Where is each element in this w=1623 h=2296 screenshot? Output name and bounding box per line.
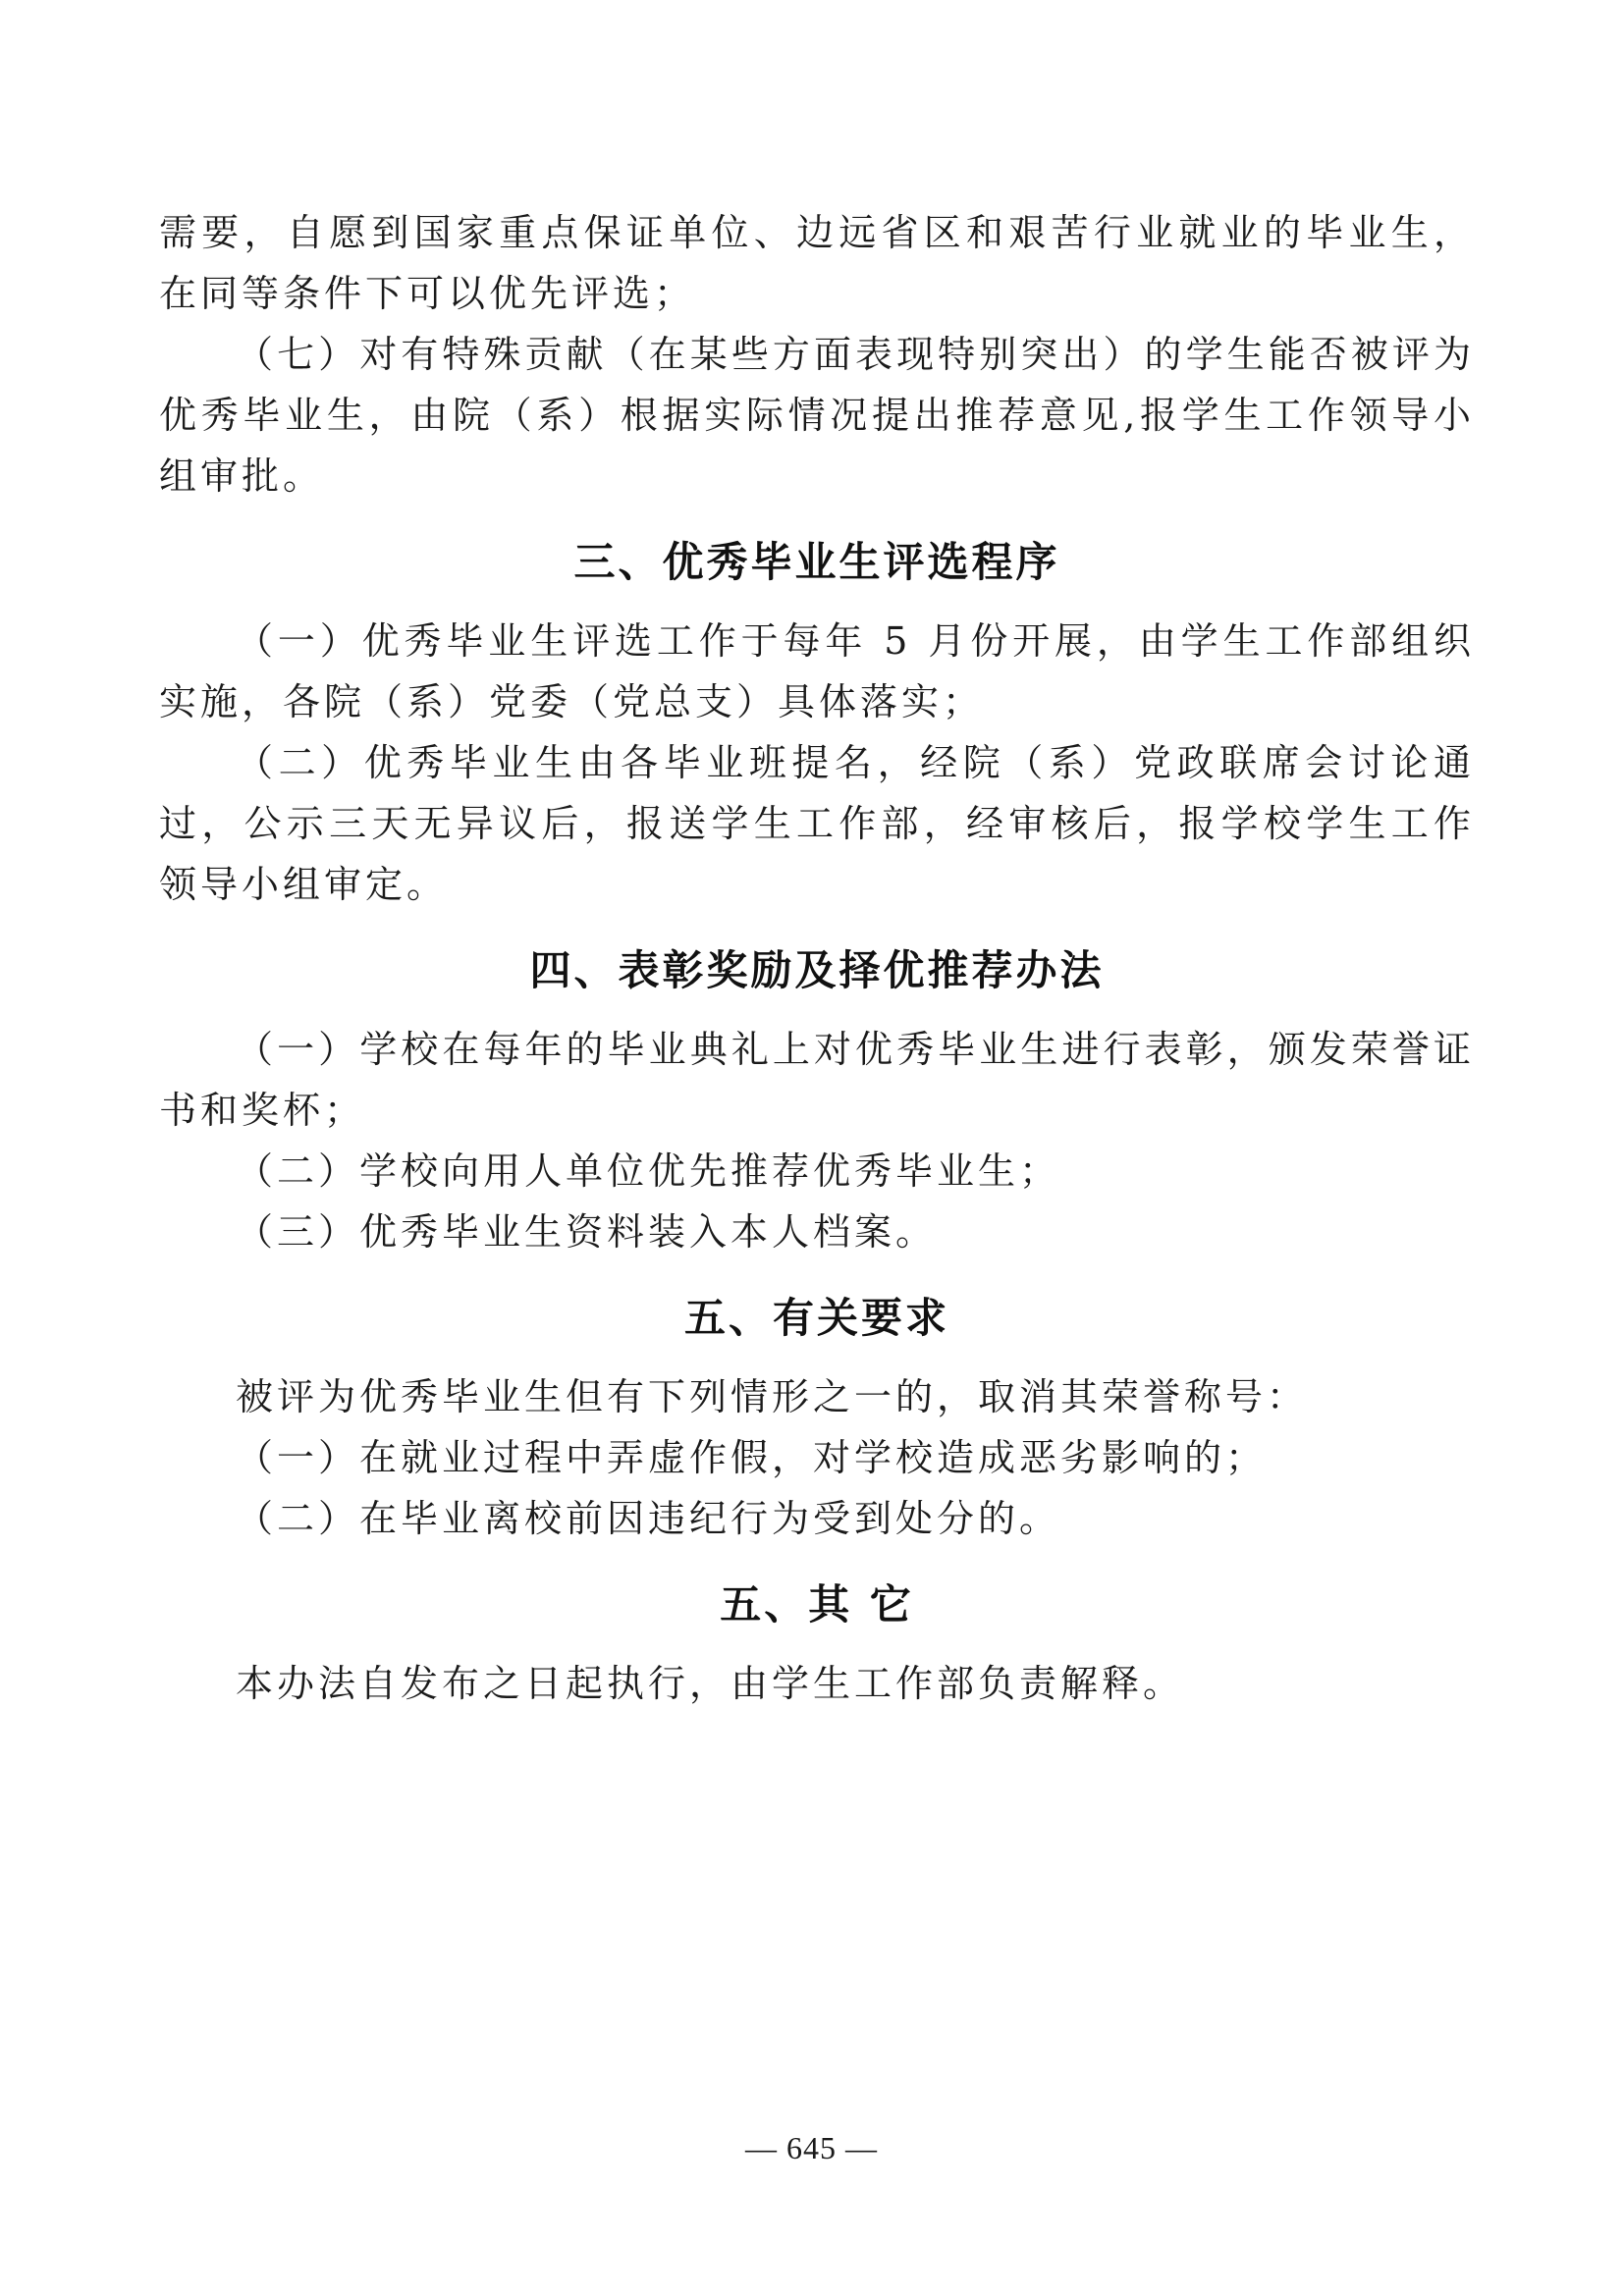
paragraph-item-seven: （七）对有特殊贡献（在某些方面表现特别突出）的学生能否被评为优秀毕业生，由院（系）根据实际情况提出推荐意见,报学生工作领导小组审批。: [159, 333, 1475, 498]
requirements-item-2: （二）在毕业离校前因违纪行为受到处分的。: [236, 1497, 1061, 1540]
section-heading-other: 五、其 它: [720, 1580, 914, 1629]
page-number: — 645 —: [745, 2130, 878, 2165]
section-heading-procedure: 三、优秀毕业生评选程序: [573, 538, 1060, 586]
requirements-intro: 被评为优秀毕业生但有下列情形之一的，取消其荣誉称号：: [236, 1375, 1309, 1418]
rewards-item-3: （三）优秀毕业生资料装入本人档案。: [236, 1210, 938, 1254]
section-heading-rewards: 四、表彰奖励及择优推荐办法: [529, 946, 1105, 994]
procedure-item-2: （二）优秀毕业生由各毕业班提名，经院（系）党政联席会讨论通过，公示三天无异议后，报送学生工作部，经审核后，报学校学生工作领导小组审定。: [159, 741, 1475, 906]
rewards-item-1: （一）学校在每年的毕业典礼上对优秀毕业生进行表彰，颁发荣誉证书和奖杯；: [159, 1028, 1475, 1132]
rewards-item-2: （二）学校向用人单位优先推荐优秀毕业生；: [236, 1149, 1061, 1193]
procedure-item-1: （一）优秀毕业生评选工作于每年 5 月份开展，由学生工作部组织实施，各院（系）党委（党总支）具体落实；: [159, 619, 1475, 723]
requirements-item-1: （一）在就业过程中弄虚作假，对学校造成恶劣影响的；: [236, 1436, 1268, 1479]
paragraph-continuation: 需要，自愿到国家重点保证单位、边远省区和艰苦行业就业的毕业生，在同等条件下可以优先评选；: [159, 211, 1475, 315]
document-body: [159, 202, 1475, 1714]
other-text: 本办法自发布之日起执行，由学生工作部负责解释。: [236, 1662, 1185, 1705]
section-heading-requirements: 五、有关要求: [683, 1294, 949, 1342]
